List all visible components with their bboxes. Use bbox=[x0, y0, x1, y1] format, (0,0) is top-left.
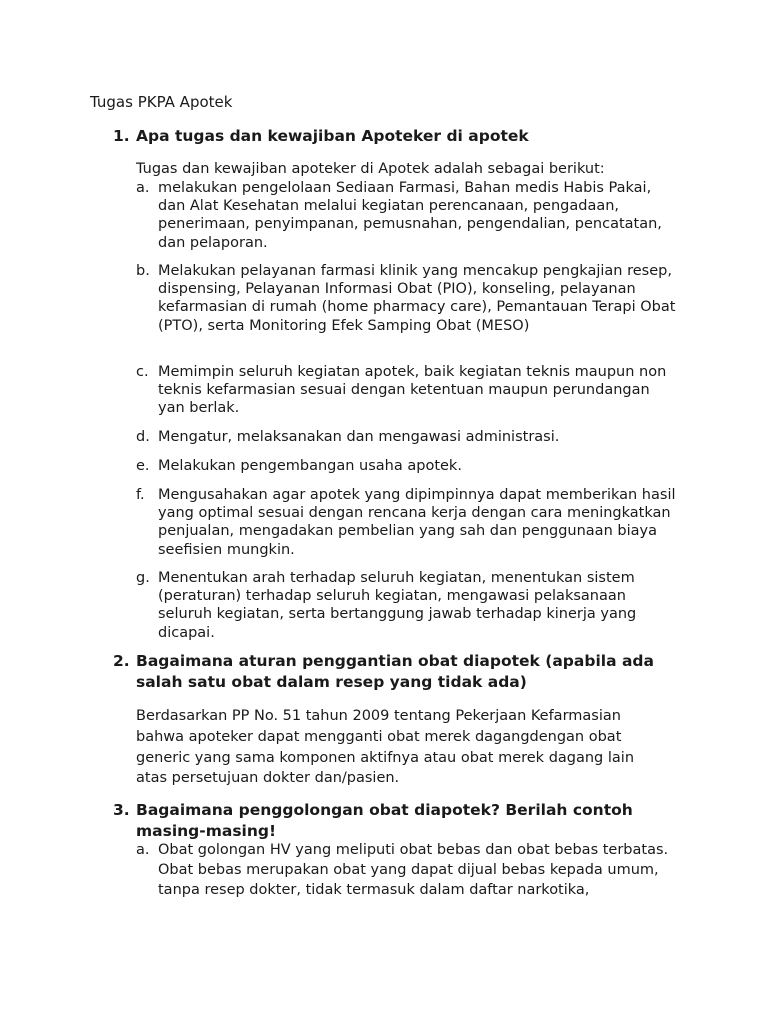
list-item bbox=[136, 486, 676, 559]
list-item-text: Menentukan arah terhadap seluruh kegiatan, menentukan sistem (peraturan) terhadap seluruh kegiatan, mengawasi pelaksanaan seluruh kegiatan, serta bertanggung jawab terhadap kinerja yang dicapai. bbox=[158, 570, 637, 641]
list-item-letter: a. bbox=[136, 842, 150, 858]
question-number: 2. bbox=[113, 652, 130, 670]
list-item-text: melakukan pengelolaan Sediaan Farmasi, Bahan medis Habis Pakai, dan Alat Kesehatan melalui kegiatan perencanaan, pengadaan, penerimaan, penyimpanan, pemusnahan, pengendalian, pencatatan, dan pelaporan. bbox=[158, 180, 662, 251]
list-item bbox=[136, 840, 676, 900]
list-item-text: Memimpin seluruh kegiatan apotek, baik kegiatan teknis maupun non teknis kefarmasian sesuai dengan ketentuan maupun perundangan yan berlak. bbox=[158, 364, 667, 417]
question-3 bbox=[113, 800, 656, 842]
list-item-text: Melakukan pengembangan usaha apotek. bbox=[158, 458, 462, 474]
list-item-text: Obat golongan HV yang meliputi obat bebas dan obat bebas terbatas. bbox=[158, 842, 669, 858]
list-item-text: Mengatur, melaksanakan dan mengawasi administrasi. bbox=[158, 429, 560, 445]
list-item-letter: g. bbox=[136, 570, 150, 586]
list-item-text: Mengusahakan agar apotek yang dipimpinnya dapat memberikan hasil yang optimal sesuai dengan rencana kerja dengan cara meningkatkan penjualan, mengadakan pembelian yang sah dan penggunaan biaya seefisien mungkin. bbox=[158, 487, 676, 558]
list-item-text: Melakukan pelayanan farmasi klinik yang mencakup pengkajian resep, dispensing, Pelayanan Informasi Obat (PIO), konseling, pelayanan kefarmasian di rumah (home pharmacy care), Pemantauan Terapi Obat (PTO), serta Monitoring Efek Samping Obat (MESO) bbox=[158, 263, 676, 334]
question-number: 1. bbox=[113, 127, 130, 145]
list-item-letter: e. bbox=[136, 458, 150, 474]
list-item bbox=[136, 179, 676, 252]
question-number: 3. bbox=[113, 801, 130, 819]
question-2 bbox=[113, 651, 656, 693]
list-item bbox=[136, 457, 676, 475]
question-1 bbox=[113, 126, 656, 147]
list-item bbox=[136, 363, 676, 418]
list-item bbox=[136, 569, 676, 642]
list-item-detail: Obat bebas merupakan obat yang dapat dijual bebas kepada umum, tanpa resep dokter, tidak termasuk dalam daftar narkotika, bbox=[158, 862, 659, 898]
list-item-letter: f. bbox=[136, 487, 145, 503]
list-item-letter: c. bbox=[136, 364, 149, 380]
question-text: Apa tugas dan kewajiban Apoteker di apotek bbox=[136, 127, 529, 145]
list-item bbox=[136, 262, 676, 335]
question-2-answer: Berdasarkan PP No. 51 tahun 2009 tentang Pekerjaan Kefarmasian bahwa apoteker dapat mengganti obat merek dagangdengan obat generic yang sama komponen aktifnya atau obat merek dagang lain atas persetujuan dokter dan/pasien. bbox=[136, 708, 635, 787]
question-text: Bagaimana penggolongan obat diapotek? Berilah contoh masing-masing! bbox=[136, 801, 633, 840]
list-item bbox=[136, 428, 676, 446]
question-1-intro: Tugas dan kewajiban apoteker di Apotek adalah sebagai berikut: bbox=[136, 161, 605, 177]
question-text: Bagaimana aturan penggantian obat diapotek (apabila ada salah satu obat dalam resep yang tidak ada) bbox=[136, 652, 654, 691]
list-item-letter: d. bbox=[136, 429, 150, 445]
list-item-letter: b. bbox=[136, 263, 150, 279]
list-item-letter: a. bbox=[136, 180, 150, 196]
document-title: Tugas PKPA Apotek bbox=[90, 93, 233, 111]
